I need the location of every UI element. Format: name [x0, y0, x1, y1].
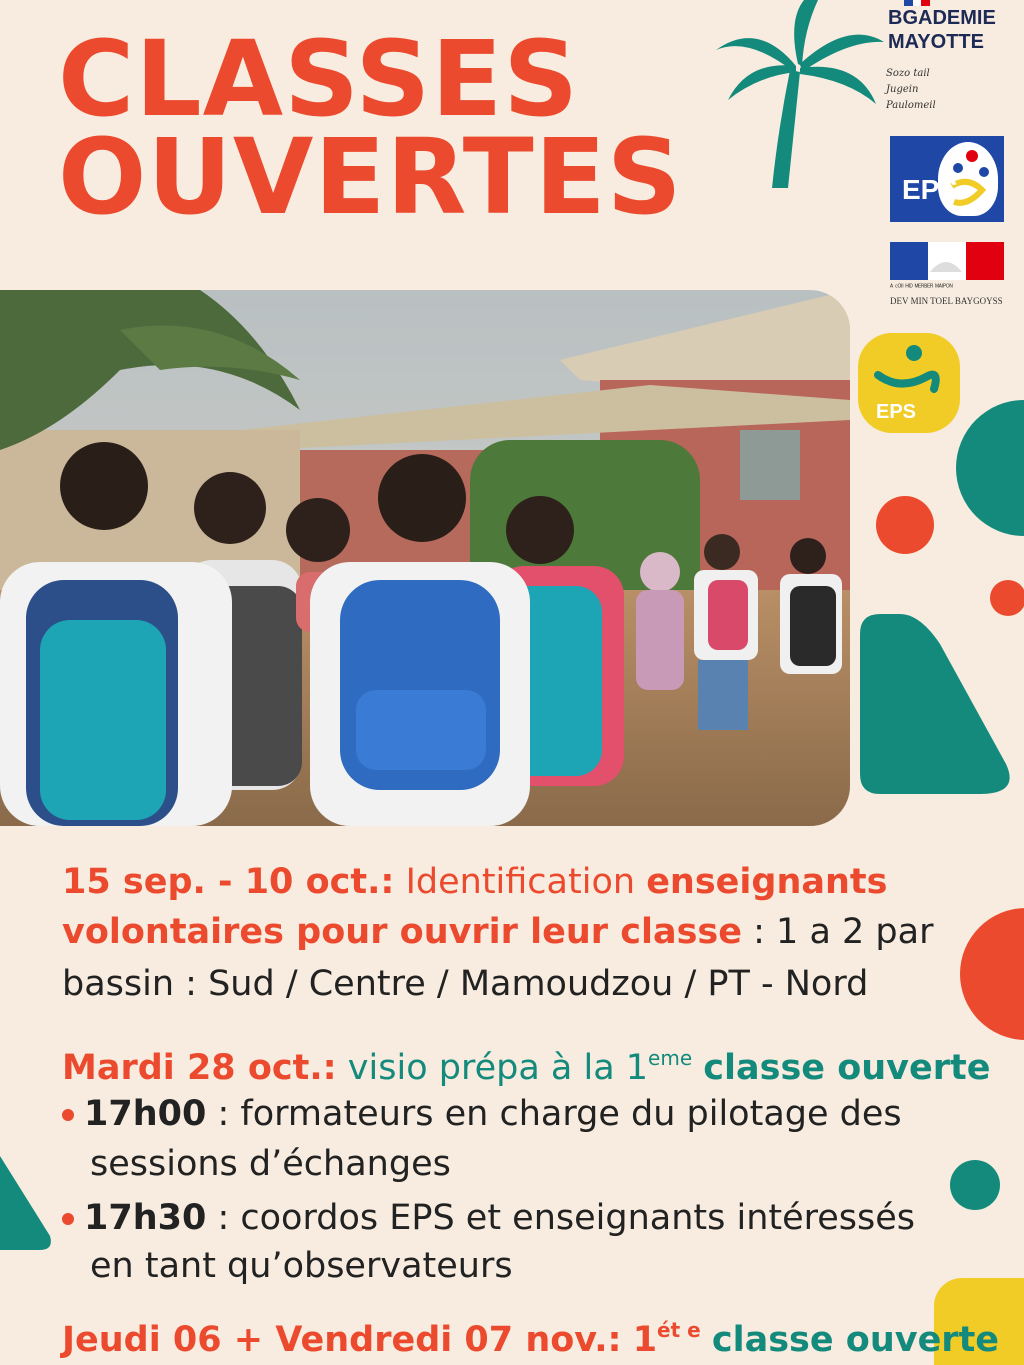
item2-date: Mardi 28 oct.: [62, 1048, 337, 1088]
academie-sub-3: Paulomeil [886, 100, 936, 111]
teal-half-circle [956, 400, 1024, 536]
item1-date: 15 sep. - 10 oct.: [62, 862, 395, 902]
bullet-1-line-2 [90, 1138, 451, 1190]
eps-logo-yellow [858, 333, 960, 433]
eps-logo-blue [890, 136, 1004, 222]
bullet-1-text-2: sessions d’échanges [90, 1144, 451, 1184]
bullet-1-text: : formateurs en charge du pilotage des [206, 1094, 902, 1134]
bullet-2-line-2 [90, 1240, 513, 1292]
bullet-1-time: 17h00 [84, 1094, 207, 1134]
item3-text-b: classe ouverte [711, 1320, 1000, 1360]
academie-subtitle [886, 66, 966, 114]
schedule-item-1-line-2 [62, 906, 933, 958]
republique-flag-icon [890, 242, 1004, 280]
teal-triangle-left [0, 1156, 54, 1250]
teal-circle-small [950, 1160, 1000, 1210]
republique-line-1: ᴬ ᶜᴼᴵᴵ ᴴᴵᴰ ᴹᴱᴿᴮᴱᴿ ᴹᴬᴵᴾᴼᴺ [890, 284, 953, 291]
item3-date: Jeudi 06 + Vendredi 07 nov.: [62, 1320, 622, 1360]
item3-text-a-value: 1 [632, 1320, 658, 1360]
eps-logo-label: EPS [902, 174, 959, 205]
academie-sub-2: Jugein [886, 84, 919, 95]
bullet-2-time: 17h30 [84, 1198, 207, 1238]
red-circle-small [876, 496, 934, 554]
page-title [58, 18, 683, 238]
bullet-dot-icon [62, 1109, 74, 1121]
academie-logo [888, 6, 1024, 54]
item1-text-d: : 1 a 2 par [753, 912, 934, 952]
bullet-2-line-1 [62, 1192, 915, 1244]
academie-line-2: MAYOTTE [888, 31, 984, 53]
bullet-dot-icon [62, 1213, 74, 1225]
item2-text-a [348, 1048, 692, 1088]
schedule-item-1-line-3 [62, 958, 868, 1010]
item1-text-a: Identification [405, 862, 636, 902]
bullet-2-text-2: en tant qu’observateurs [90, 1246, 513, 1286]
item2-text-b: classe ouverte [703, 1048, 991, 1088]
item3-text-a [633, 1320, 701, 1360]
title-line-1: CLASSES [58, 18, 580, 140]
bullet-2-text: : coordos EPS et enseignants intéressés [206, 1198, 916, 1238]
red-circle-tiny [990, 580, 1024, 616]
item1-text-b: enseignants [646, 862, 888, 902]
palm-tree-icon [708, 0, 890, 188]
item2-text-a-value: visio prépa à la 1 [347, 1048, 649, 1088]
runner-icon [870, 341, 948, 399]
item2-sup: eme [648, 1046, 693, 1070]
red-half-circle [960, 908, 1024, 1040]
item1-text-c: volontaires pour ouvrir leur classe [62, 912, 742, 952]
item3-sup: ét e [657, 1318, 701, 1342]
republique-line-2: DEV MIN TOEL BAYGOYSS [890, 296, 1003, 306]
academie-line-1: BGADEMIE [888, 7, 996, 29]
schedule-item-3 [62, 1304, 999, 1365]
schedule-item-1-line-1 [62, 856, 887, 908]
academie-sub-1: Sozo tail [886, 68, 930, 79]
title-line-2: OUVERTES [58, 116, 683, 238]
teal-triangle-shape [860, 614, 1010, 794]
eps-round-label: EPS [876, 401, 917, 423]
bullet-1-line-1 [62, 1088, 902, 1140]
item1-text-e: bassin : Sud / Centre / Mamoudzou / PT - Nord [62, 964, 869, 1004]
schedule-item-2-heading [62, 1032, 990, 1094]
school-photo [0, 290, 850, 826]
